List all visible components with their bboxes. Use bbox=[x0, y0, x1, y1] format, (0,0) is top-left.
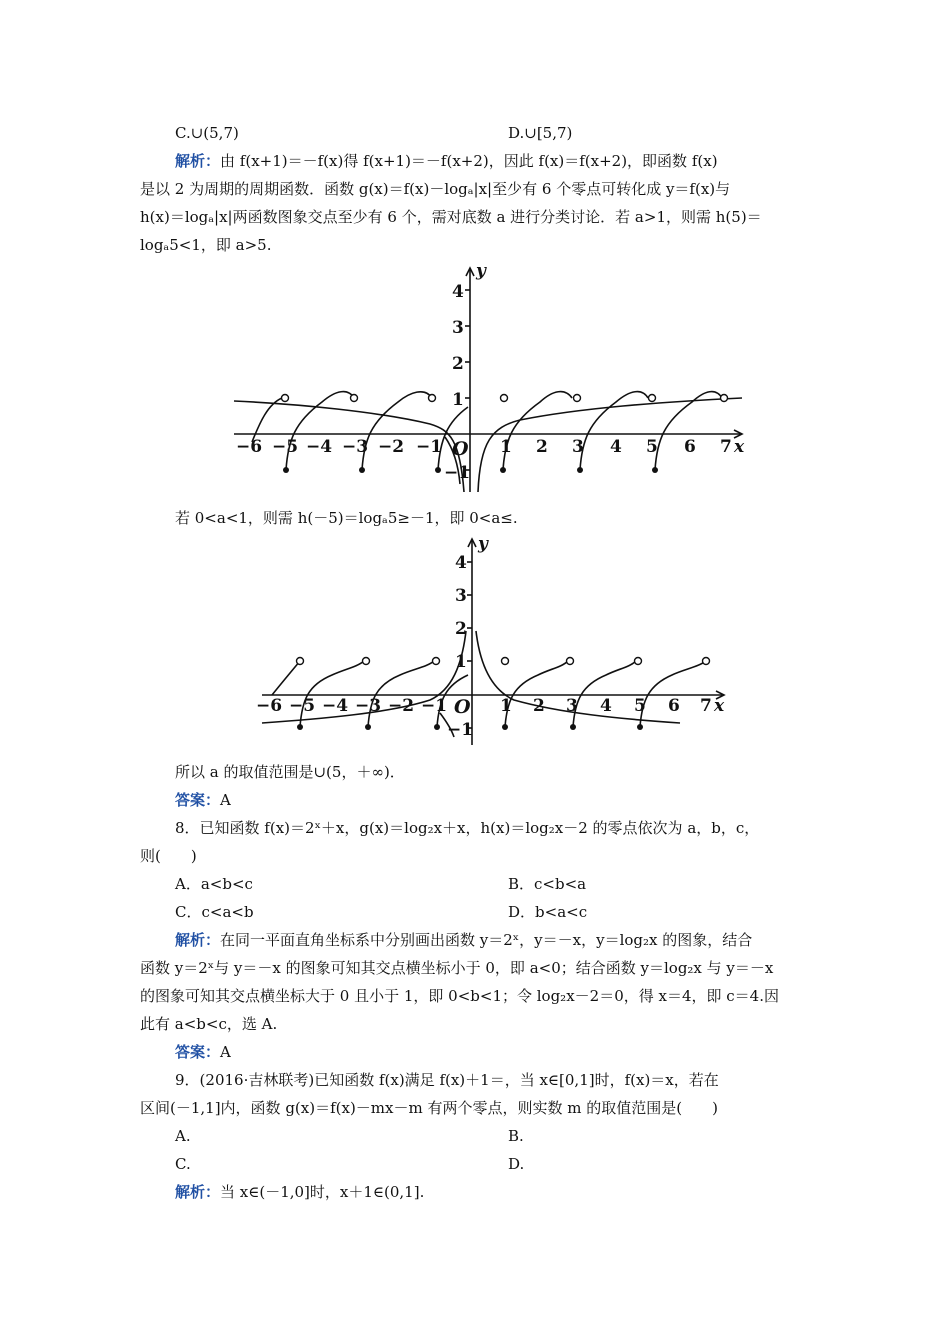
y-tick-3: 3 bbox=[452, 318, 464, 338]
x-tick: −6 bbox=[236, 437, 263, 457]
q9-option-c: C. bbox=[175, 1155, 191, 1173]
solution1-line2: 是以 2 为周期的周期函数．函数 g(x)＝f(x)－logₐ|x|至少有 6 个零点可转化成 y＝f(x)与 bbox=[140, 180, 731, 198]
x-tick: 6 bbox=[684, 437, 696, 457]
y-tick-neg1: −1 bbox=[447, 720, 474, 740]
y-tick-4: 4 bbox=[452, 282, 464, 302]
x-tick: −2 bbox=[388, 696, 415, 716]
x-tick: −4 bbox=[306, 437, 333, 457]
answer-value: A bbox=[220, 1043, 231, 1061]
x-tick: −3 bbox=[342, 437, 369, 457]
solution-text: 在同一平面直角坐标系中分别画出函数 y＝2ˣ，y＝－x，y＝log₂x 的图象，结合 bbox=[220, 931, 753, 949]
answer-value: A bbox=[220, 791, 231, 809]
x-tick: 3 bbox=[572, 437, 584, 457]
x-tick: −5 bbox=[272, 437, 299, 457]
q8-solution-line2: 函数 y＝2ˣ与 y＝－x 的图象可知其交点横坐标小于 0，即 a<0；结合函数 y＝log₂x 与 y＝－x bbox=[140, 959, 774, 977]
origin-label: O bbox=[452, 438, 469, 460]
x-tick: 3 bbox=[566, 696, 578, 716]
origin-label: O bbox=[454, 696, 471, 718]
y-axis-label: y bbox=[478, 535, 488, 554]
x-axis-label: x bbox=[734, 437, 745, 457]
solution-tag: 解析： bbox=[175, 931, 221, 949]
q8-stem-line1: 8．已知函数 f(x)＝2ˣ＋x，g(x)＝log₂x＋x，h(x)＝log₂x－2 的零点依次为 a，b，c， bbox=[175, 819, 760, 837]
y-axis-label: y bbox=[476, 262, 486, 281]
x-tick: −4 bbox=[322, 696, 349, 716]
x-tick: −6 bbox=[256, 696, 283, 716]
q9-option-d: D. bbox=[508, 1155, 525, 1173]
x-tick: 2 bbox=[533, 696, 545, 716]
y-tick-2: 2 bbox=[452, 354, 464, 374]
solution-tag: 解析： bbox=[175, 1183, 221, 1201]
y-tick-neg1: −1 bbox=[444, 463, 471, 483]
q8-solution-line3: 的图象可知其交点横坐标大于 0 且小于 1，即 0<b<1；令 log₂x－2＝0，得 x＝4，即 c＝4.因 bbox=[140, 987, 779, 1005]
solution-tag: 解析： bbox=[175, 152, 221, 170]
x-tick: −2 bbox=[378, 437, 405, 457]
solution-text: 由 f(x+1)＝－f(x)得 f(x+1)＝－f(x+2)，因此 f(x)＝f(x+2)，即函数 f(x) bbox=[220, 152, 718, 170]
solution1-line6: 所以 a 的取值范围是∪(5，＋∞)． bbox=[175, 763, 405, 781]
answer-tag: 答案： bbox=[175, 791, 221, 809]
q8-solution-line4: 此有 a<b<c，选 A. bbox=[140, 1015, 278, 1033]
solution1-line3: h(x)＝logₐ|x|两函数图象交点至少有 6 个，需对底数 a 进行分类讨论．若 a>1，则需 h(5)＝ bbox=[140, 208, 762, 226]
x-tick: 7 bbox=[700, 696, 712, 716]
x-tick: 6 bbox=[668, 696, 680, 716]
q8-answer bbox=[175, 1042, 231, 1062]
y-tick-1: 1 bbox=[455, 652, 467, 672]
q8-stem-line2: 则( ) bbox=[140, 847, 197, 865]
solution1-line4: logₐ5<1，即 a>5. bbox=[140, 236, 272, 254]
x-tick: 5 bbox=[646, 437, 658, 457]
q9-stem-line1: 9．(2016·吉林联考)已知函数 f(x)满足 f(x)＋1＝，当 x∈[0,1]时，f(x)＝x，若在 bbox=[175, 1071, 719, 1089]
y-tick-3: 3 bbox=[455, 586, 467, 606]
option-c: C.∪(5,7) bbox=[175, 124, 239, 142]
option-d: D.∪[5,7) bbox=[508, 124, 573, 142]
q9-option-b: B. bbox=[508, 1127, 524, 1145]
x-tick: 4 bbox=[610, 437, 622, 457]
x-tick: 7 bbox=[720, 437, 732, 457]
q8-option-b: B．c<b<a bbox=[508, 875, 587, 893]
x-tick: 5 bbox=[634, 696, 646, 716]
y-tick-1: 1 bbox=[452, 390, 464, 410]
solution-text: 当 x∈(－1,0]时，x＋1∈(0,1]. bbox=[220, 1183, 425, 1201]
x-tick: 1 bbox=[500, 437, 512, 457]
x-tick: 2 bbox=[536, 437, 548, 457]
solution1-line1 bbox=[175, 151, 718, 171]
x-tick: −1 bbox=[416, 437, 443, 457]
q9-stem-line2: 区间(－1,1]内，函数 g(x)＝f(x)－mx－m 有两个零点，则实数 m 的取值范围是( ) bbox=[140, 1099, 718, 1117]
q8-option-c: C．c<a<b bbox=[175, 903, 254, 921]
q8-option-a: A．a<b<c bbox=[175, 875, 253, 893]
x-axis-label: x bbox=[714, 696, 725, 716]
answer-tag: 答案： bbox=[175, 1043, 221, 1061]
q9-solution-line1 bbox=[175, 1182, 424, 1202]
q9-option-a: A. bbox=[175, 1127, 191, 1145]
x-tick: −5 bbox=[289, 696, 316, 716]
y-tick-4: 4 bbox=[455, 553, 467, 573]
solution1-line5: 若 0<a<1，则需 h(－5)＝logₐ5≥－1，即 0<a≤. bbox=[175, 509, 518, 527]
x-tick: 4 bbox=[600, 696, 612, 716]
x-tick: −1 bbox=[421, 696, 448, 716]
answer1 bbox=[175, 790, 231, 810]
x-tick: 1 bbox=[500, 696, 512, 716]
q8-option-d: D．b<a<c bbox=[508, 903, 588, 921]
q8-solution-line1 bbox=[175, 930, 752, 950]
graph-a-greater-than-1 bbox=[0, 262, 950, 492]
x-tick: −3 bbox=[355, 696, 382, 716]
graph-a-between-0-and-1 bbox=[0, 535, 950, 745]
y-tick-2: 2 bbox=[455, 619, 467, 639]
